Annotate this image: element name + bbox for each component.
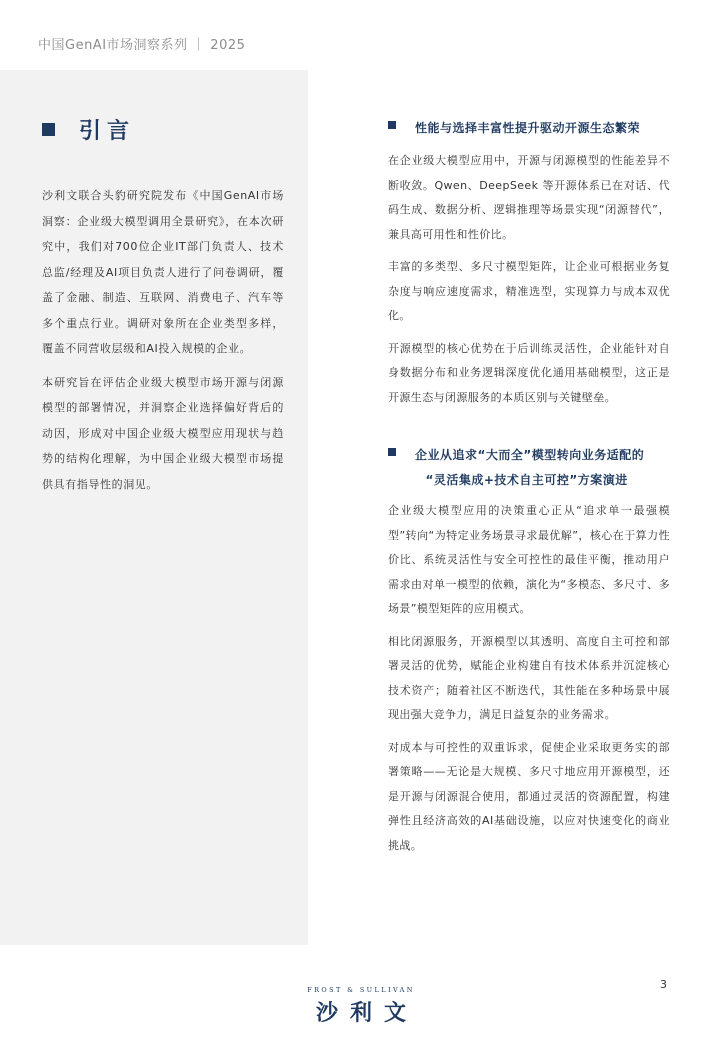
section1-paragraph-2: 丰富的多类型、多尺寸模型矩阵，让企业可根据业务复杂度与响应速度需求，精准选型，实现算力与成本双优化。 [388,260,670,322]
section-body [388,499,670,858]
square-bullet-icon [388,121,396,129]
section-heading [388,116,670,141]
logo-chinese-name: 沙利文 [315,1001,418,1026]
logo-english-name: FROST & SULLIVAN [307,986,415,994]
section1-paragraph-1: 在企业级大模型应用中，开源与闭源模型的性能差异不断收敛。Qwen、DeepSeek 等开源体系已在对话、代码生成、数据分析、逻辑推理等场景实现“闭源替代”，兼具高可用性和性价比。 [388,154,670,241]
intro-title: 引言 [79,118,136,144]
section-body [388,149,670,410]
report-series-header: 中国GenAI市场洞察系列 ｜ 2025 [38,38,246,53]
intro-paragraph-2: 本研究旨在评估企业级大模型市场开源与闭源模型的部署情况，并洞察企业选择偏好背后的动因，形成对中国企业级大模型应用现状与趋势的结构化理解，为中国企业级大模型市场提供具有指导性的洞见。 [42,375,284,491]
section-flexible-integration [388,443,670,866]
section-heading [388,443,670,493]
intro-body [42,183,284,505]
section-open-source-ecosystem [388,116,670,418]
square-bullet-icon [388,448,396,456]
section-title: 性能与选择丰富性提升驱动开源生态繁荣 [415,121,641,135]
page-number: 3 [660,978,667,991]
intro-heading [42,114,135,145]
frost-sullivan-logo [296,986,426,1027]
section1-paragraph-3: 开源模型的核心优势在于后训练灵活性，企业能针对自身数据分布和业务逻辑深度优化通用基础模型，这正是开源生态与闭源服务的本质区别与关键壁垒。 [388,341,670,404]
section2-paragraph-1: 企业级大模型应用的决策重心正从“追求单一最强模型”转向“为特定业务场景寻求最优解”，核心在于算力性价比、系统灵活性与安全可控性的最佳平衡，推动用户需求由对单一模型的依赖，演化为“多模态、多尺寸、多场景”模型矩阵的应用模式。 [388,504,670,615]
section2-paragraph-3: 对成本与可控性的双重诉求，促使企业采取更务实的部署策略——无论是大规模、多尺寸地应用开源模型，还是开源与闭源混合使用，都通过灵活的资源配置，构建弹性且经济高效的AI基础设施，以应对快速变化的商业挑战。 [388,740,670,852]
intro-paragraph-1: 沙利文联合头豹研究院发布《中国GenAI市场洞察：企业级大模型调用全景研究》，在本次研究中，我们对700位企业IT部门负责人、技术总监/经理及AI项目负责人进行了问卷调研，覆盖了金融、制造、互联网、消费电子、汽车等多个重点行业。调研对象所在企业类型多样，覆盖不同营收层级和AI投入规模的企业。 [42,189,284,355]
section-title-line-2: “灵活集成+技术自主可控”方案演进 [425,473,628,487]
section-title [415,443,644,493]
square-bullet-icon [42,123,55,136]
section2-paragraph-2: 相比闭源服务，开源模型以其透明、高度自主可控和部署灵活的优势，赋能企业构建自有技术体系并沉淀核心技术资产；随着社区不断迭代，其性能在多种场景中展现出强大竞争力，满足日益复杂的业务需求。 [388,634,670,721]
section-title-line-1: 企业从追求“大而全”模型转向业务适配的 [415,448,645,462]
